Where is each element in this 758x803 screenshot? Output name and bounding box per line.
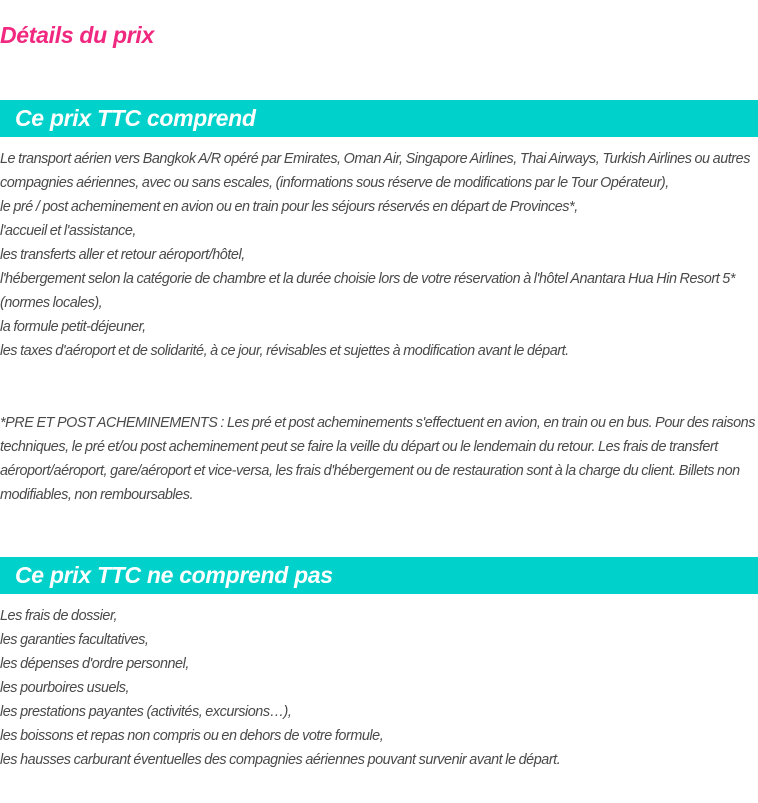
page-title: Détails du prix (0, 22, 154, 48)
included-section-header: Ce prix TTC comprend (0, 100, 758, 137)
included-list (0, 147, 758, 363)
excluded-section-header: Ce prix TTC ne comprend pas (0, 557, 758, 594)
excluded-list (0, 604, 758, 772)
note-text: *PRE ET POST ACHEMINEMENTS : Les pré et post acheminements s'effectuent en avion, en train ou en bus. Pour des raisons techniques, le pré et/ou post acheminement peut se faire la veille du départ ou le lendemain du retour. Les frais de transfert aéroport/aéroport, gare/aéroport et vice-versa, les frais d'hébergement ou de restauration sont à la charge du client. Billets non modifiables, non remboursables. (0, 415, 755, 503)
included-item: Le transport aérien vers Bangkok A/R opéré par Emirates, Oman Air, Singapore Airlines, Thai Airways, Turkish Airlines ou autres compagnies aériennes, avec ou sans escales, (informations sous réserve de modifications par le Tour Opérateur), (0, 151, 750, 191)
excluded-item: Les frais de dossier, (0, 608, 118, 624)
included-item: l'accueil et l'assistance, (0, 223, 136, 239)
excluded-item: les pourboires usuels, (0, 680, 130, 696)
included-item: la formule petit-déjeuner, (0, 319, 146, 335)
excluded-item: les dépenses d'ordre personnel, (0, 656, 189, 672)
included-item: le pré / post acheminement en avion ou en train pour les séjours réservés en départ de Provinces*, (0, 199, 578, 215)
included-item: les transferts aller et retour aéroport/hôtel, (0, 247, 245, 263)
excluded-item: les prestations payantes (activités, excursions…), (0, 704, 292, 720)
excluded-item: les boissons et repas non compris ou en dehors de votre formule, (0, 728, 384, 744)
pre-post-transport-note (0, 411, 758, 507)
excluded-item: les garanties facultatives, (0, 632, 149, 648)
excluded-item: les hausses carburant éventuelles des compagnies aériennes pouvant survenir avant le départ. (0, 752, 561, 768)
included-item: l'hébergement selon la catégorie de chambre et la durée choisie lors de votre réservation à l'hôtel Anantara Hua Hin Resort 5* (normes locales), (0, 271, 735, 311)
included-item: les taxes d'aéroport et de solidarité, à ce jour, révisables et sujettes à modification avant le départ. (0, 343, 569, 359)
